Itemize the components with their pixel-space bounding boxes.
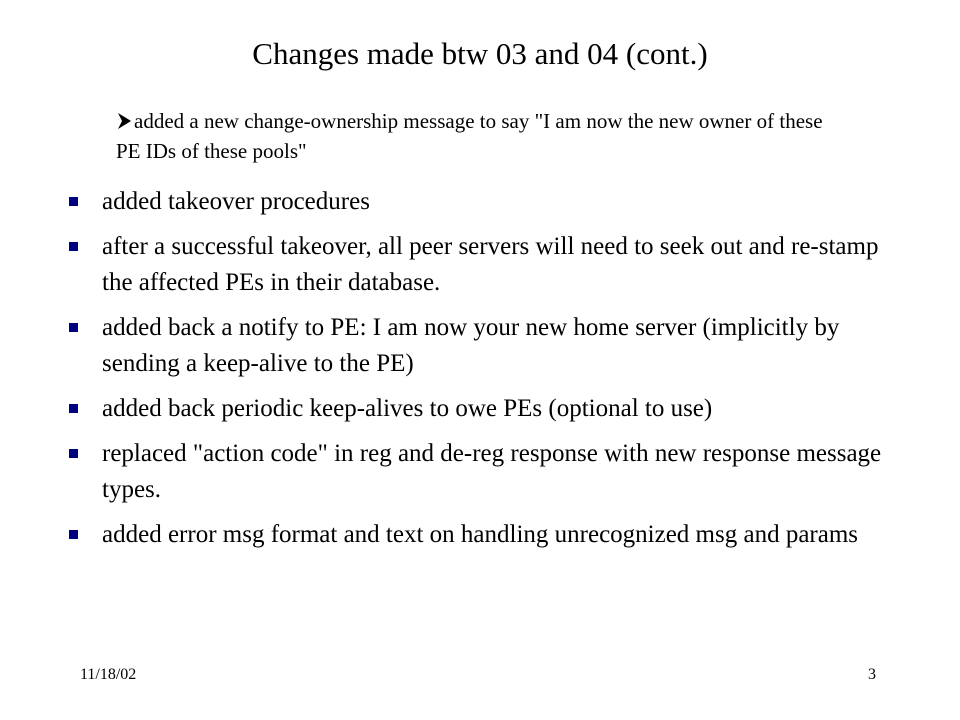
bullet-item — [66, 436, 896, 508]
bullet-text: added takeover procedures — [102, 188, 370, 215]
square-bullet-icon — [69, 242, 78, 251]
bullet-text: added error msg format and text on handling unrecognized msg and params — [102, 521, 859, 548]
bullet-item — [66, 184, 896, 220]
bullet-item — [66, 229, 896, 301]
square-bullet-icon — [69, 449, 78, 458]
bullet-text: replaced "action code" in reg and de-reg response with new response message types. — [102, 440, 882, 503]
square-bullet-icon — [69, 404, 78, 413]
sub-note — [116, 106, 846, 166]
slide-title: Changes made btw 03 and 04 (cont.) — [252, 36, 708, 71]
bullet-text: after a successful takeover, all peer servers will need to seek out and re-stamp the affected PEs in their database. — [102, 233, 879, 296]
right-arrowhead-icon — [116, 112, 132, 130]
page-number: 3 — [868, 666, 876, 683]
footer-date: 11/18/02 — [80, 666, 137, 683]
bullet-text: added back periodic keep-alives to owe PEs (optional to use) — [102, 395, 713, 422]
square-bullet-icon — [69, 530, 78, 539]
bullet-item — [66, 517, 896, 553]
bullet-list — [66, 184, 896, 562]
bullet-text: added back a notify to PE: I am now your new home server (implicitly by sending a keep-alive to the PE) — [102, 314, 840, 377]
square-bullet-icon — [69, 323, 78, 332]
sub-note-text: added a new change-ownership message to say "I am now the new owner of these PE IDs of these pools" — [116, 109, 823, 163]
square-bullet-icon — [69, 197, 78, 206]
bullet-item — [66, 310, 896, 382]
bullet-item — [66, 391, 896, 427]
